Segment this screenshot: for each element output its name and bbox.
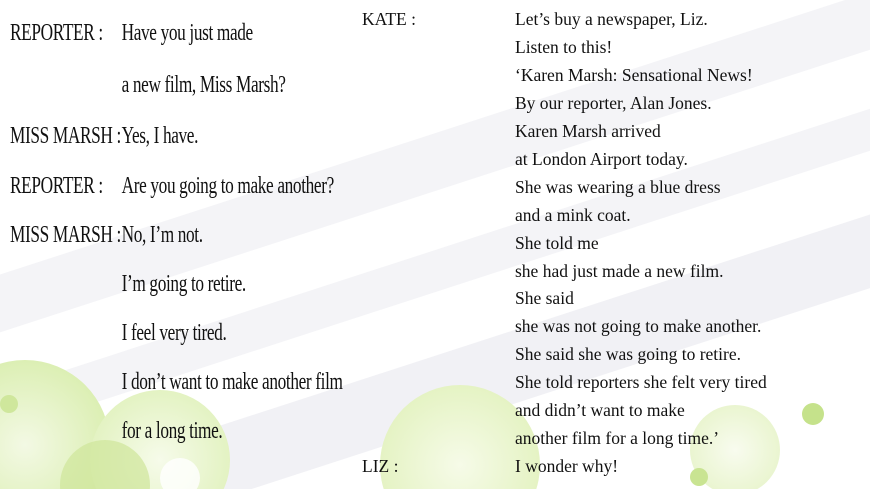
kate-line: Listen to this! bbox=[515, 37, 613, 57]
kate-line: She said bbox=[515, 288, 574, 308]
dialogue-text: Are you going to make another? bbox=[121, 173, 334, 199]
liz-line: I wonder why! bbox=[515, 456, 619, 476]
dialogue-text: a new film, Miss Marsh? bbox=[121, 72, 286, 98]
kate-line: Let’s buy a newspaper, Liz. bbox=[515, 9, 708, 29]
kate-line: ‘Karen Marsh: Sensational News! bbox=[515, 65, 753, 85]
kate-line: By our reporter, Alan Jones. bbox=[515, 93, 712, 113]
dialogue-text: I feel very tired. bbox=[121, 320, 227, 346]
dialogue-text: No, I’m not. bbox=[121, 222, 203, 248]
speaker-label: REPORTER : bbox=[10, 20, 103, 46]
kate-line: and a mink coat. bbox=[515, 205, 631, 225]
speaker-label: MISS MARSH : bbox=[10, 222, 121, 248]
dialogue-text: I don’t want to make another film bbox=[121, 369, 343, 395]
speaker-kate: KATE : bbox=[362, 9, 416, 29]
kate-line: She told reporters she felt very tired bbox=[515, 372, 767, 392]
kate-line: she had just made a new film. bbox=[515, 261, 724, 281]
speaker-liz: LIZ : bbox=[362, 456, 399, 476]
kate-line: She told me bbox=[515, 233, 599, 253]
speaker-label: REPORTER : bbox=[10, 173, 103, 199]
dialogue-text: I’m going to retire. bbox=[121, 271, 246, 297]
kate-line: and didn’t want to make bbox=[515, 400, 685, 420]
kate-line: She was wearing a blue dress bbox=[515, 177, 721, 197]
kate-line: at London Airport today. bbox=[515, 149, 688, 169]
kate-line: she was not going to make another. bbox=[515, 316, 762, 336]
kate-line: She said she was going to retire. bbox=[515, 344, 741, 364]
dialogue-text: Yes, I have. bbox=[121, 123, 199, 149]
kate-line: another film for a long time.’ bbox=[515, 428, 720, 448]
kate-line: Karen Marsh arrived bbox=[515, 121, 661, 141]
dialogue-text: for a long time. bbox=[121, 418, 223, 444]
speaker-label: MISS MARSH : bbox=[10, 123, 121, 149]
dialogue-text: Have you just made bbox=[121, 20, 253, 46]
